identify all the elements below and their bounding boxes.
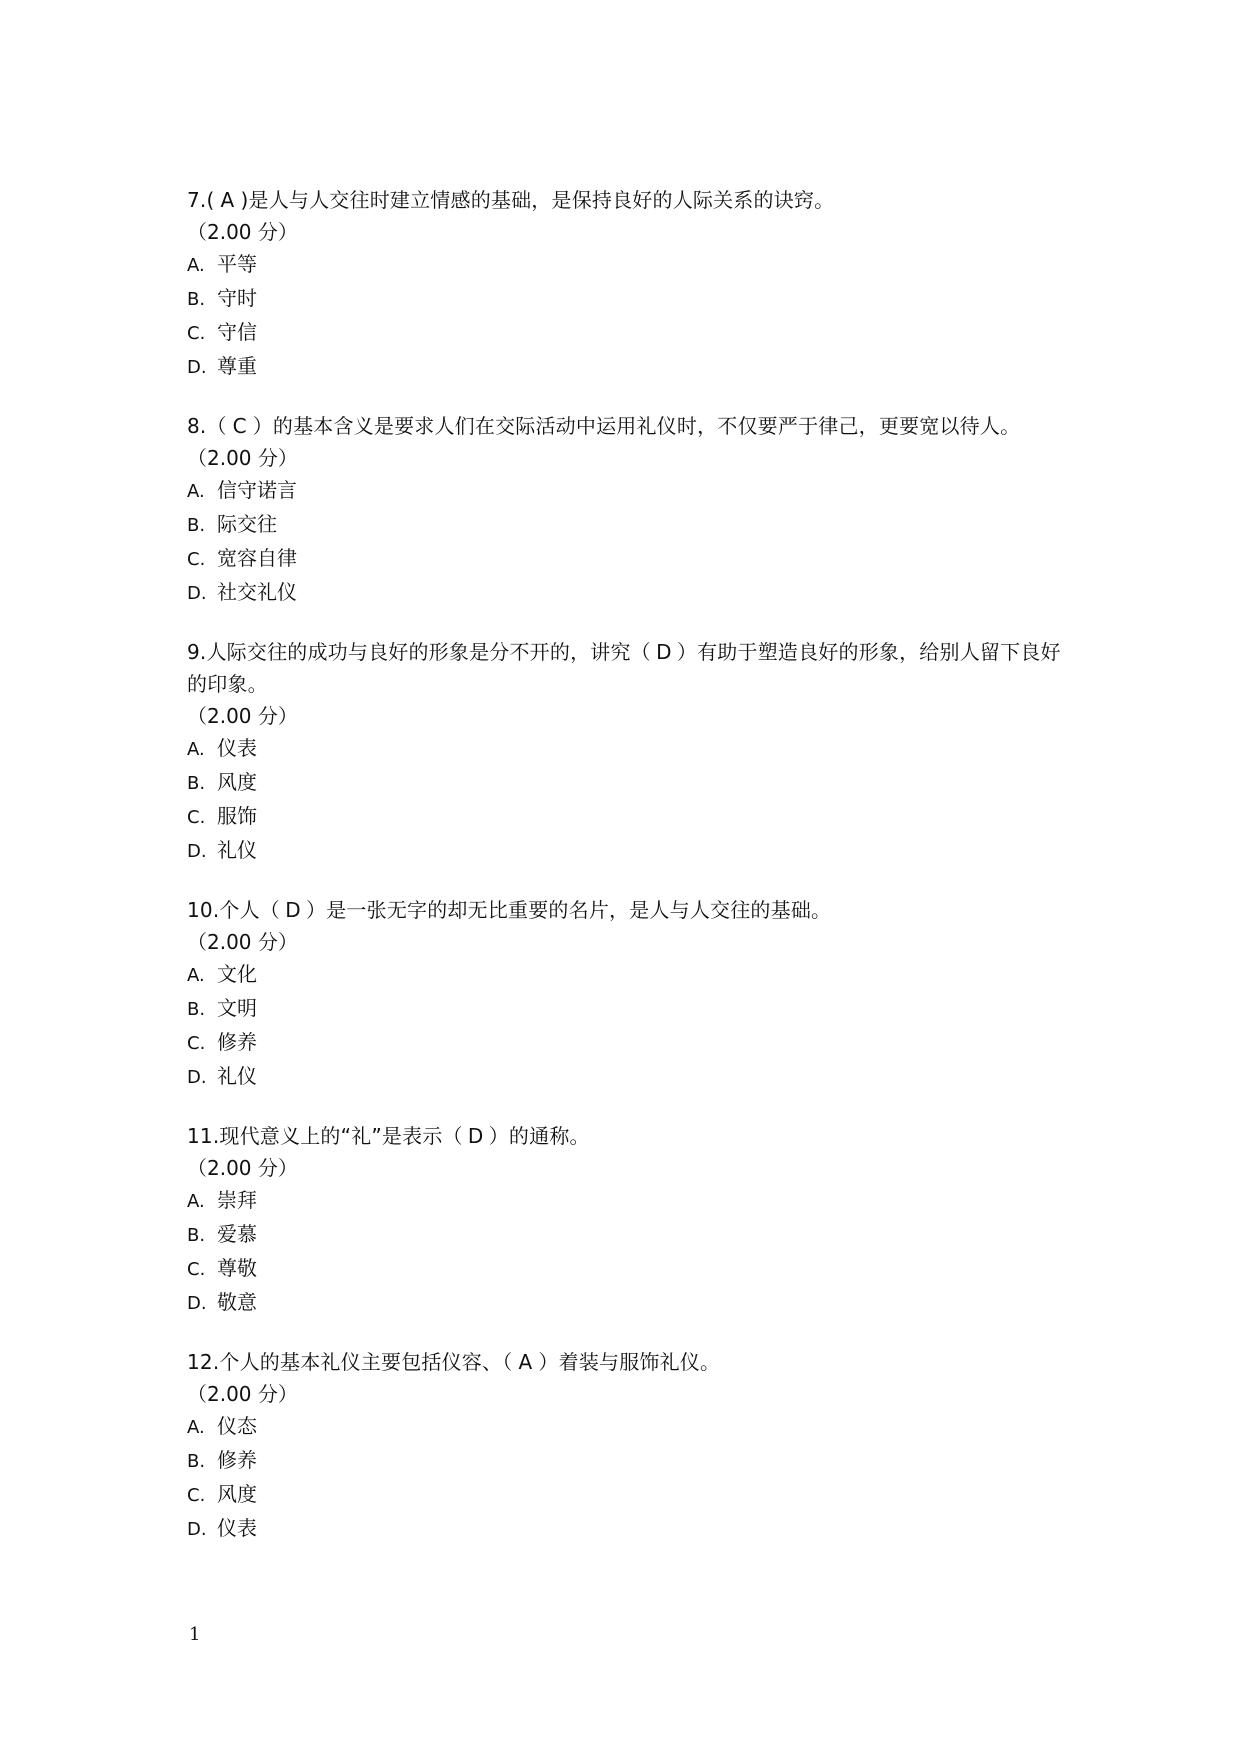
option-text: 敬意	[217, 1290, 257, 1314]
option-key: C.	[187, 1485, 206, 1506]
option-text: 礼仪	[217, 838, 257, 862]
option-text: 崇拜	[217, 1188, 257, 1212]
answer-mark: D	[467, 1124, 484, 1148]
option-text: 文明	[217, 996, 257, 1020]
option-b	[187, 1218, 1067, 1252]
question-stem	[187, 894, 1067, 926]
option-a	[187, 1184, 1067, 1218]
option-text: 修养	[217, 1448, 257, 1472]
answer-mark: C	[232, 414, 247, 438]
option-key: B.	[187, 773, 206, 794]
stem-suffix: )是人与人交往时建立情感的基础，是保持良好的人际关系的诀窍。	[240, 188, 835, 212]
option-a	[187, 958, 1067, 992]
option-key: C.	[187, 323, 206, 344]
option-text: 宽容自律	[217, 546, 297, 570]
option-list	[187, 474, 1067, 610]
option-key: D.	[187, 583, 207, 604]
option-text: 尊敬	[217, 1256, 257, 1280]
option-key: C.	[187, 1033, 206, 1054]
option-key: A.	[187, 965, 205, 986]
option-text: 平等	[217, 252, 257, 276]
question-score: （2.00 分）	[187, 704, 298, 728]
option-list	[187, 958, 1067, 1094]
stem-prefix: 9.人际交往的成功与良好的形象是分不开的，讲究（	[187, 640, 651, 664]
option-key: B.	[187, 289, 206, 310]
question-stem	[187, 1346, 1067, 1378]
option-d	[187, 1286, 1067, 1320]
stem-suffix: ）是一张无字的却无比重要的名片，是人与人交往的基础。	[306, 898, 832, 922]
question-stem	[187, 1120, 1067, 1152]
question-list	[187, 184, 1067, 1546]
option-list	[187, 1184, 1067, 1320]
option-b	[187, 508, 1067, 542]
question-12	[187, 1346, 1067, 1546]
option-text: 文化	[217, 962, 257, 986]
option-key: C.	[187, 549, 206, 570]
option-key: D.	[187, 1067, 207, 1088]
option-text: 守信	[217, 320, 257, 344]
question-9	[187, 636, 1067, 868]
option-b	[187, 1444, 1067, 1478]
question-score: （2.00 分）	[187, 446, 298, 470]
option-key: D.	[187, 841, 207, 862]
option-text: 爱慕	[217, 1222, 257, 1246]
option-key: B.	[187, 999, 206, 1020]
option-key: A.	[187, 1417, 205, 1438]
question-score: （2.00 分）	[187, 930, 298, 954]
answer-mark: D	[656, 640, 672, 664]
option-a	[187, 1410, 1067, 1444]
option-key: A.	[187, 1191, 205, 1212]
option-key: D.	[187, 1293, 207, 1314]
option-text: 社交礼仪	[217, 580, 297, 604]
option-b	[187, 282, 1067, 316]
option-text: 礼仪	[217, 1064, 257, 1088]
option-text: 信守诺言	[217, 478, 297, 502]
option-d	[187, 350, 1067, 384]
question-score: （2.00 分）	[187, 1382, 298, 1406]
option-key: D.	[187, 1519, 207, 1540]
stem-prefix: 8.（	[187, 414, 227, 438]
option-list	[187, 732, 1067, 868]
option-text: 守时	[217, 286, 257, 310]
stem-suffix: ）的基本含义是要求人们在交际活动中运用礼仪时，不仅要严于律己，更要宽以待人。	[252, 414, 1021, 438]
option-list	[187, 248, 1067, 384]
option-c	[187, 800, 1067, 834]
option-d	[187, 1512, 1067, 1546]
option-key: A.	[187, 255, 205, 276]
option-text: 仪表	[217, 1516, 257, 1540]
option-key: A.	[187, 739, 205, 760]
stem-suffix: ）着装与服饰礼仪。	[538, 1350, 721, 1374]
option-text: 风度	[217, 1482, 257, 1506]
question-8	[187, 410, 1067, 610]
answer-mark: A	[220, 188, 235, 212]
option-b	[187, 766, 1067, 800]
option-key: B.	[187, 1225, 206, 1246]
option-key: D.	[187, 357, 207, 378]
page-number: 1	[189, 1624, 201, 1645]
option-d	[187, 834, 1067, 868]
option-c	[187, 1252, 1067, 1286]
option-key: C.	[187, 807, 206, 828]
stem-suffix: ）有助于塑造良好的形象，给别人留下良好的印象。	[187, 640, 1061, 696]
option-c	[187, 316, 1067, 350]
question-stem	[187, 184, 1067, 216]
question-score: （2.00 分）	[187, 220, 298, 244]
option-text: 尊重	[217, 354, 257, 378]
stem-prefix: 12.个人的基本礼仪主要包括仪容、（	[187, 1350, 513, 1374]
option-list	[187, 1410, 1067, 1546]
option-text: 仪态	[217, 1414, 257, 1438]
question-stem	[187, 636, 1067, 700]
option-text: 际交往	[217, 512, 277, 536]
question-stem	[187, 410, 1067, 442]
question-10	[187, 894, 1067, 1094]
option-b	[187, 992, 1067, 1026]
option-d	[187, 576, 1067, 610]
option-a	[187, 474, 1067, 508]
option-text: 仪表	[217, 736, 257, 760]
option-a	[187, 248, 1067, 282]
option-a	[187, 732, 1067, 766]
option-c	[187, 1026, 1067, 1060]
question-score: （2.00 分）	[187, 1156, 298, 1180]
question-7	[187, 184, 1067, 384]
stem-prefix: 7.(	[187, 188, 215, 212]
option-key: B.	[187, 515, 206, 536]
option-text: 服饰	[217, 804, 257, 828]
option-d	[187, 1060, 1067, 1094]
option-text: 修养	[217, 1030, 257, 1054]
option-key: A.	[187, 481, 205, 502]
stem-suffix: ）的通称。	[488, 1124, 590, 1148]
stem-prefix: 11.现代意义上的“礼”是表示（	[187, 1124, 463, 1148]
option-key: C.	[187, 1259, 206, 1280]
answer-mark: A	[518, 1350, 533, 1374]
option-c	[187, 542, 1067, 576]
option-c	[187, 1478, 1067, 1512]
option-text: 风度	[217, 770, 257, 794]
answer-mark: D	[285, 898, 301, 922]
stem-prefix: 10.个人（	[187, 898, 281, 922]
question-11	[187, 1120, 1067, 1320]
option-key: B.	[187, 1451, 206, 1472]
